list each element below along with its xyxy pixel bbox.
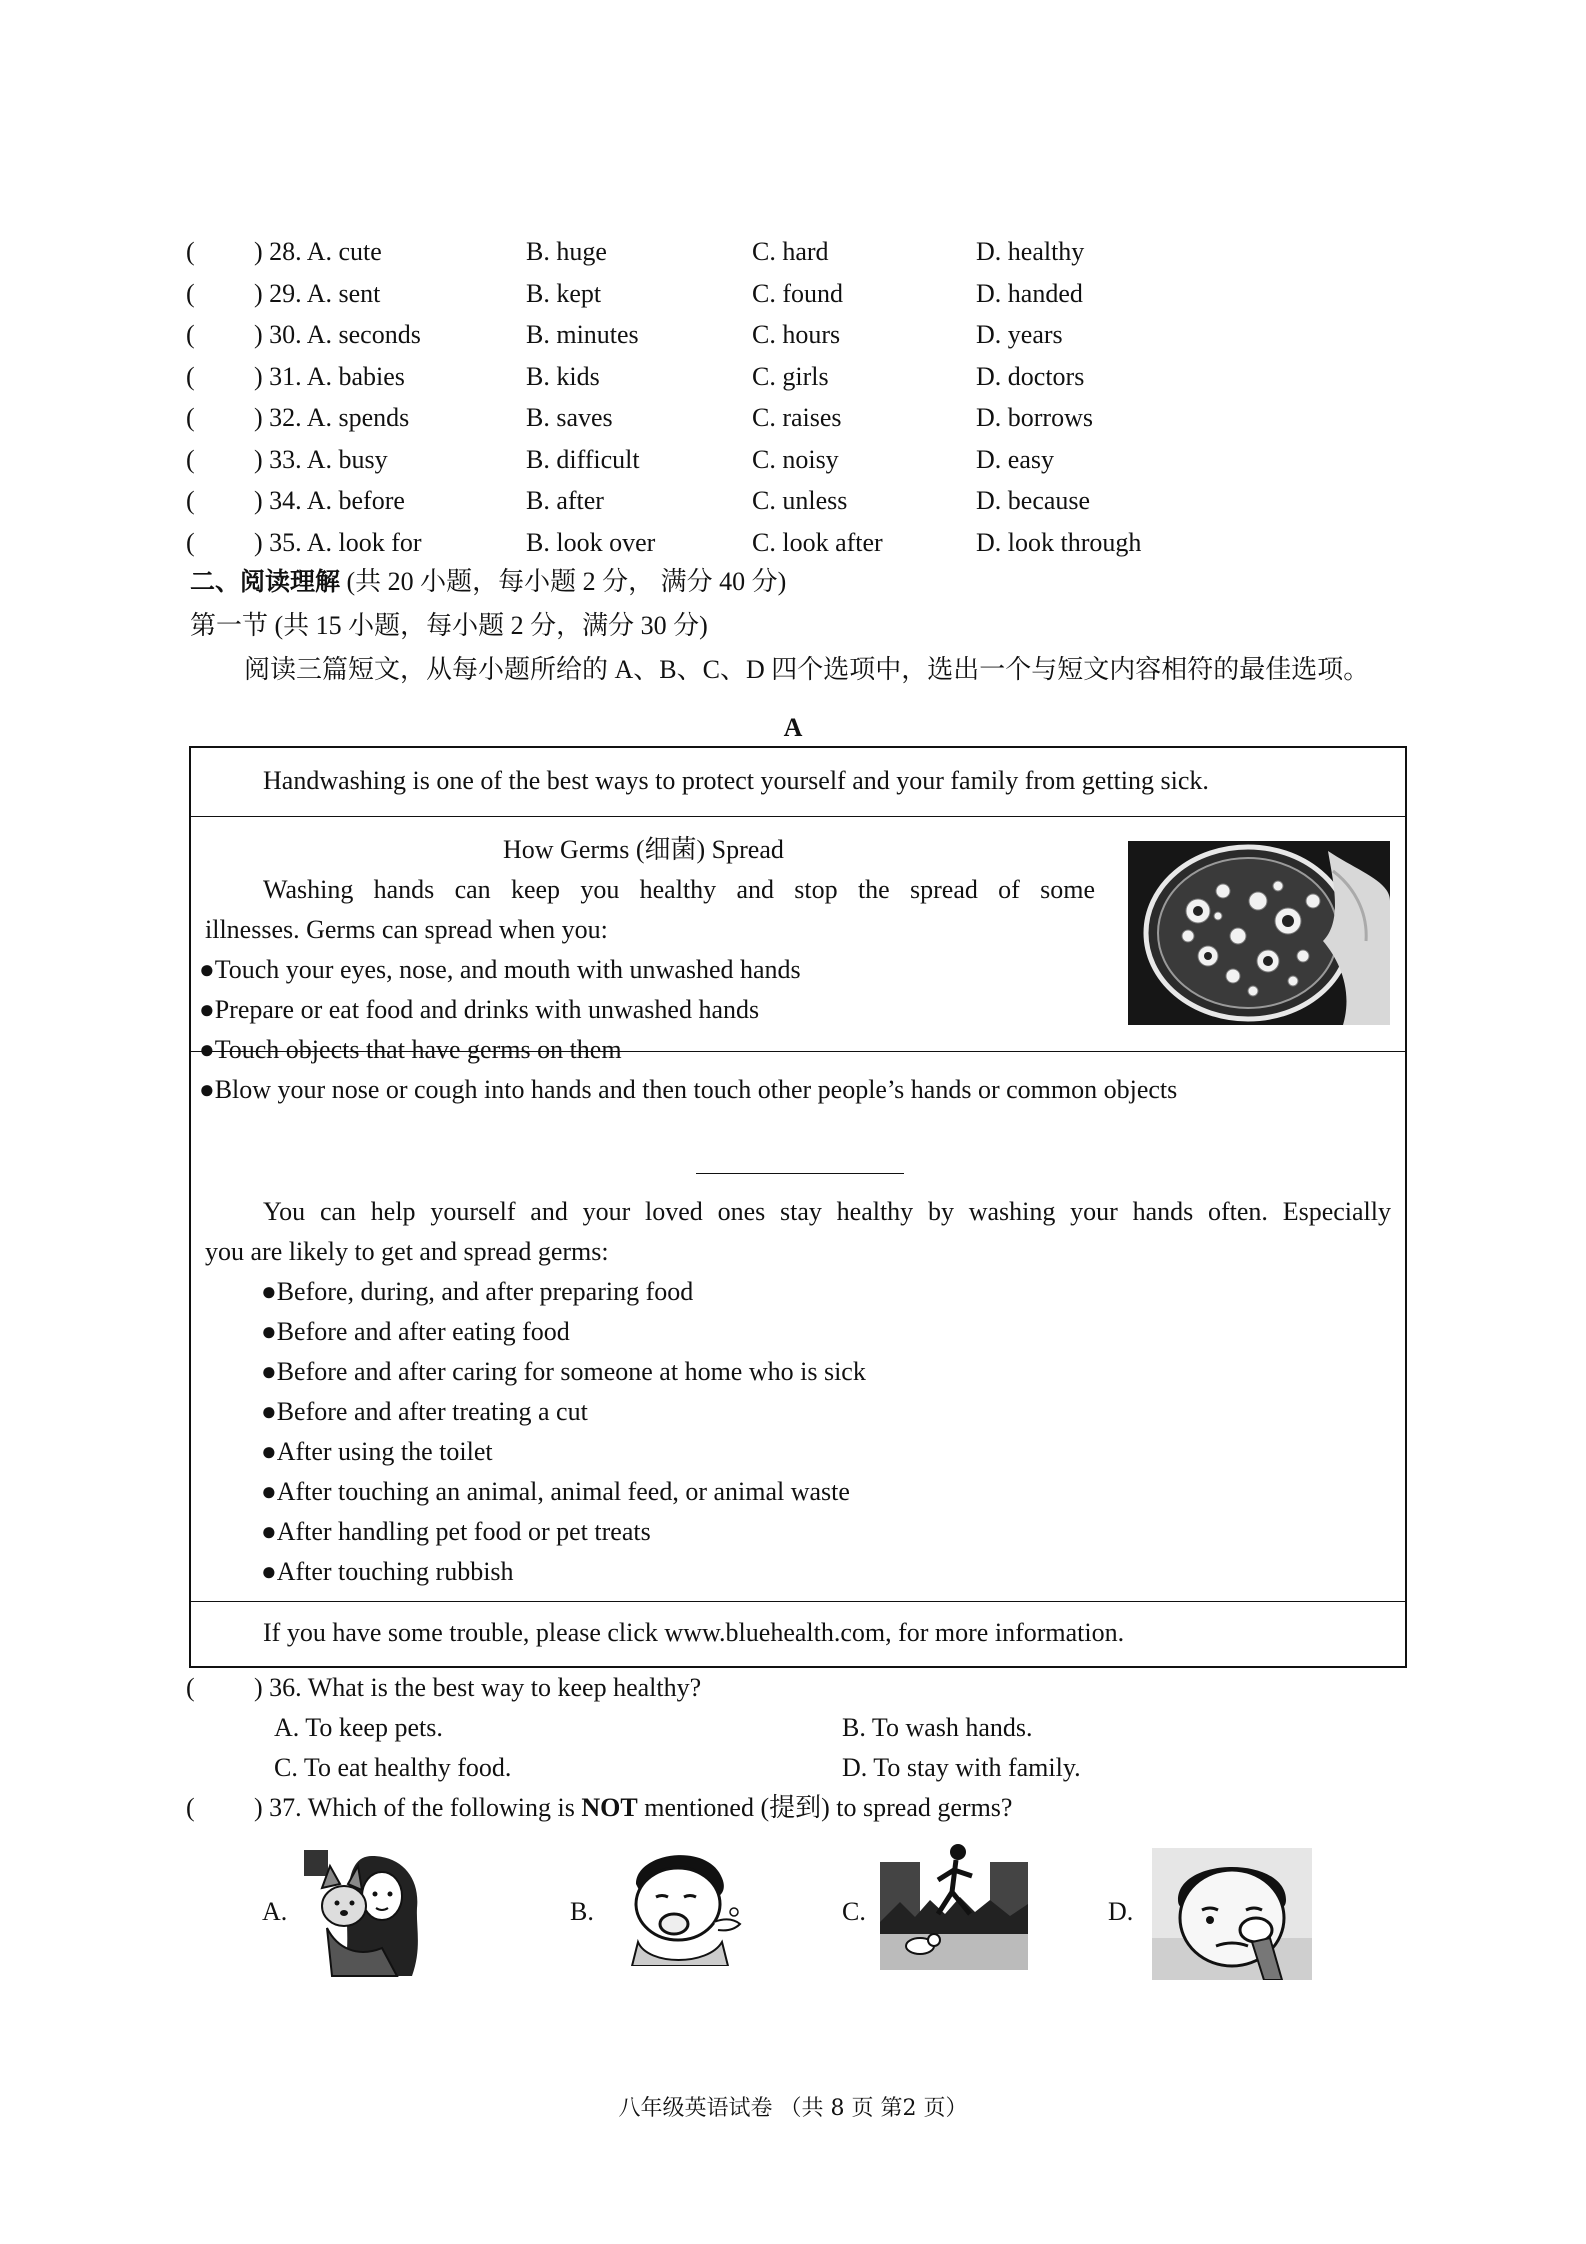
help-bullet-item: ●After handling pet food or pet treats [261,1517,651,1546]
option-a: ) 33. A. busy [254,444,388,474]
answer-paren[interactable]: ( [186,1793,195,1822]
option-c: C. found [752,278,843,308]
section-note: (共 20 小题，每小题 2 分， 满分 40 分) [346,567,787,596]
petri-dish-image [1128,841,1390,1025]
answer-paren[interactable]: ( [186,1673,195,1702]
q36-option-d: D. To stay with family. [842,1753,1081,1782]
part-heading: 第一节 (共 15 小题，每小题 2 分，满分 30 分) [190,611,708,640]
option-d: D. doctors [976,361,1085,391]
option-d: D. handed [976,278,1083,308]
q37-stem: ) 37. Which of the following is [254,1793,582,1822]
q37-label-c: C. [842,1897,866,1926]
option-b: B. after [526,486,604,515]
cloze-question-row [186,481,1406,523]
option-a: ) 32. A. spends [254,403,410,432]
cloze-question-row [186,315,1406,357]
cloze-question-row [186,232,1406,274]
answer-paren[interactable]: ( [186,486,195,515]
option-a: ) 30. A. seconds [254,320,421,349]
option-b: B. difficult [526,444,640,474]
cloze-question-row [186,357,1406,399]
option-a: ) 34. A. before [254,486,405,515]
cloze-question-row [186,398,1406,440]
cloze-question-row [186,274,1406,316]
cloze-question-row [186,440,1406,482]
help-bullet-item: ●After using the toilet [261,1437,493,1466]
answer-paren[interactable]: ( [186,527,195,557]
divider [191,1051,1405,1052]
help-bullet-item: ●Before and after treating a cut [261,1397,588,1426]
divider [191,1601,1405,1602]
q36-option-c: C. To eat healthy food. [274,1753,512,1782]
closing-text: If you have some trouble, please click www.bluehealth.com, for more information. [263,1618,1125,1647]
option-b: B. kids [526,361,600,391]
help-paragraph-line1: You can help yourself and your loved ones stay healthy by washing your hands often. Especially [263,1197,1391,1226]
passage-box [189,746,1407,1668]
option-c: C. raises [752,403,842,432]
help-paragraph-line2: you are likely to get and spread germs: [205,1237,609,1266]
help-bullet-item: ●Before and after caring for someone at home who is sick [261,1357,866,1386]
option-a: ) 29. A. sent [254,278,381,308]
passage-letter: A [783,713,803,742]
cloze-options [186,232,1406,564]
answer-paren[interactable]: ( [186,237,195,266]
section-title: 二、阅读理解 [190,567,341,596]
germ-bullet-item: ●Touch objects that have germs on them [199,1035,622,1064]
instruction-text: 阅读三篇短文，从每小题所给的 A、B、C、D 四个选项中，选出一个与短文内容相符的最佳选项。 [244,655,1370,684]
option-b: B. minutes [526,320,639,349]
answer-paren[interactable]: ( [186,278,195,308]
picture-coughing-boy [618,1842,748,1971]
option-a: ) 31. A. babies [254,361,405,391]
question-36: ) 36. What is the best way to keep healthy? [254,1673,702,1702]
option-a: ) 35. A. look for [254,527,422,557]
option-d: D. easy [976,444,1054,474]
option-c: C. unless [752,486,848,515]
answer-paren[interactable]: ( [186,320,195,349]
option-d: D. because [976,486,1091,515]
option-b: B. kept [526,278,602,308]
cloze-question-row [186,523,1406,565]
option-d: D. healthy [976,237,1085,266]
germ-bullet-item: ●Prepare or eat food and drinks with unwashed hands [199,995,760,1024]
answer-paren[interactable]: ( [186,361,195,391]
germ-bullet-item: ●Touch your eyes, nose, and mouth with unwashed hands [199,955,801,984]
q37-label-d: D. [1108,1897,1134,1926]
option-a: ) 28. A. cute [254,237,382,266]
answer-paren[interactable]: ( [186,444,195,474]
q36-option-a: A. To keep pets. [274,1713,443,1742]
option-d: D. look through [976,527,1142,557]
divider [191,816,1405,817]
option-b: B. huge [526,237,607,266]
q37-label-b: B. [570,1897,594,1926]
option-c: C. girls [752,361,829,391]
help-bullet-item: ●Before, during, and after preparing food [261,1277,694,1306]
germs-paragraph-line1: Washing hands can keep you healthy and stop the spread of some [263,875,1095,904]
picture-running-in-park [880,1842,1028,1975]
section-heading [190,562,786,602]
germ-bullet-item: ●Blow your nose or cough into hands and then touch other people’s hands or common objects [199,1075,1178,1104]
q37-label-a: A. [262,1897,288,1926]
picture-girl-with-dog [302,1848,432,1985]
option-c: C. hours [752,320,841,349]
option-b: B. look over [526,527,656,557]
answer-paren[interactable]: ( [186,403,195,432]
option-b: B. saves [526,403,613,432]
intro-text: Handwashing is one of the best ways to protect yourself and your family from getting sick. [263,766,1209,795]
missing-heading-blank [696,1173,904,1174]
picture-boy-rubbing-eye [1152,1848,1312,1985]
option-c: C. look after [752,527,883,557]
option-c: C. noisy [752,444,839,474]
q37-emphasis: NOT [581,1793,638,1822]
germs-title: How Germs (细菌) Spread [503,835,784,864]
germs-paragraph-line2: illnesses. Germs can spread when you: [205,915,608,944]
help-bullet-item: ●After touching an animal, animal feed, or animal waste [261,1477,850,1506]
help-bullet-item: ●Before and after eating food [261,1317,570,1346]
q36-option-b: B. To wash hands. [842,1713,1033,1742]
question-37 [254,1788,1012,1828]
option-c: C. hard [752,237,829,266]
help-bullet-item: ●After touching rubbish [261,1557,514,1586]
page-footer: 八年级英语试卷 （共 8 页 第2 页） [618,2096,968,2121]
q37-stem-end: mentioned (提到) to spread germs? [637,1793,1013,1822]
option-d: D. years [976,320,1063,349]
option-d: D. borrows [976,403,1093,432]
